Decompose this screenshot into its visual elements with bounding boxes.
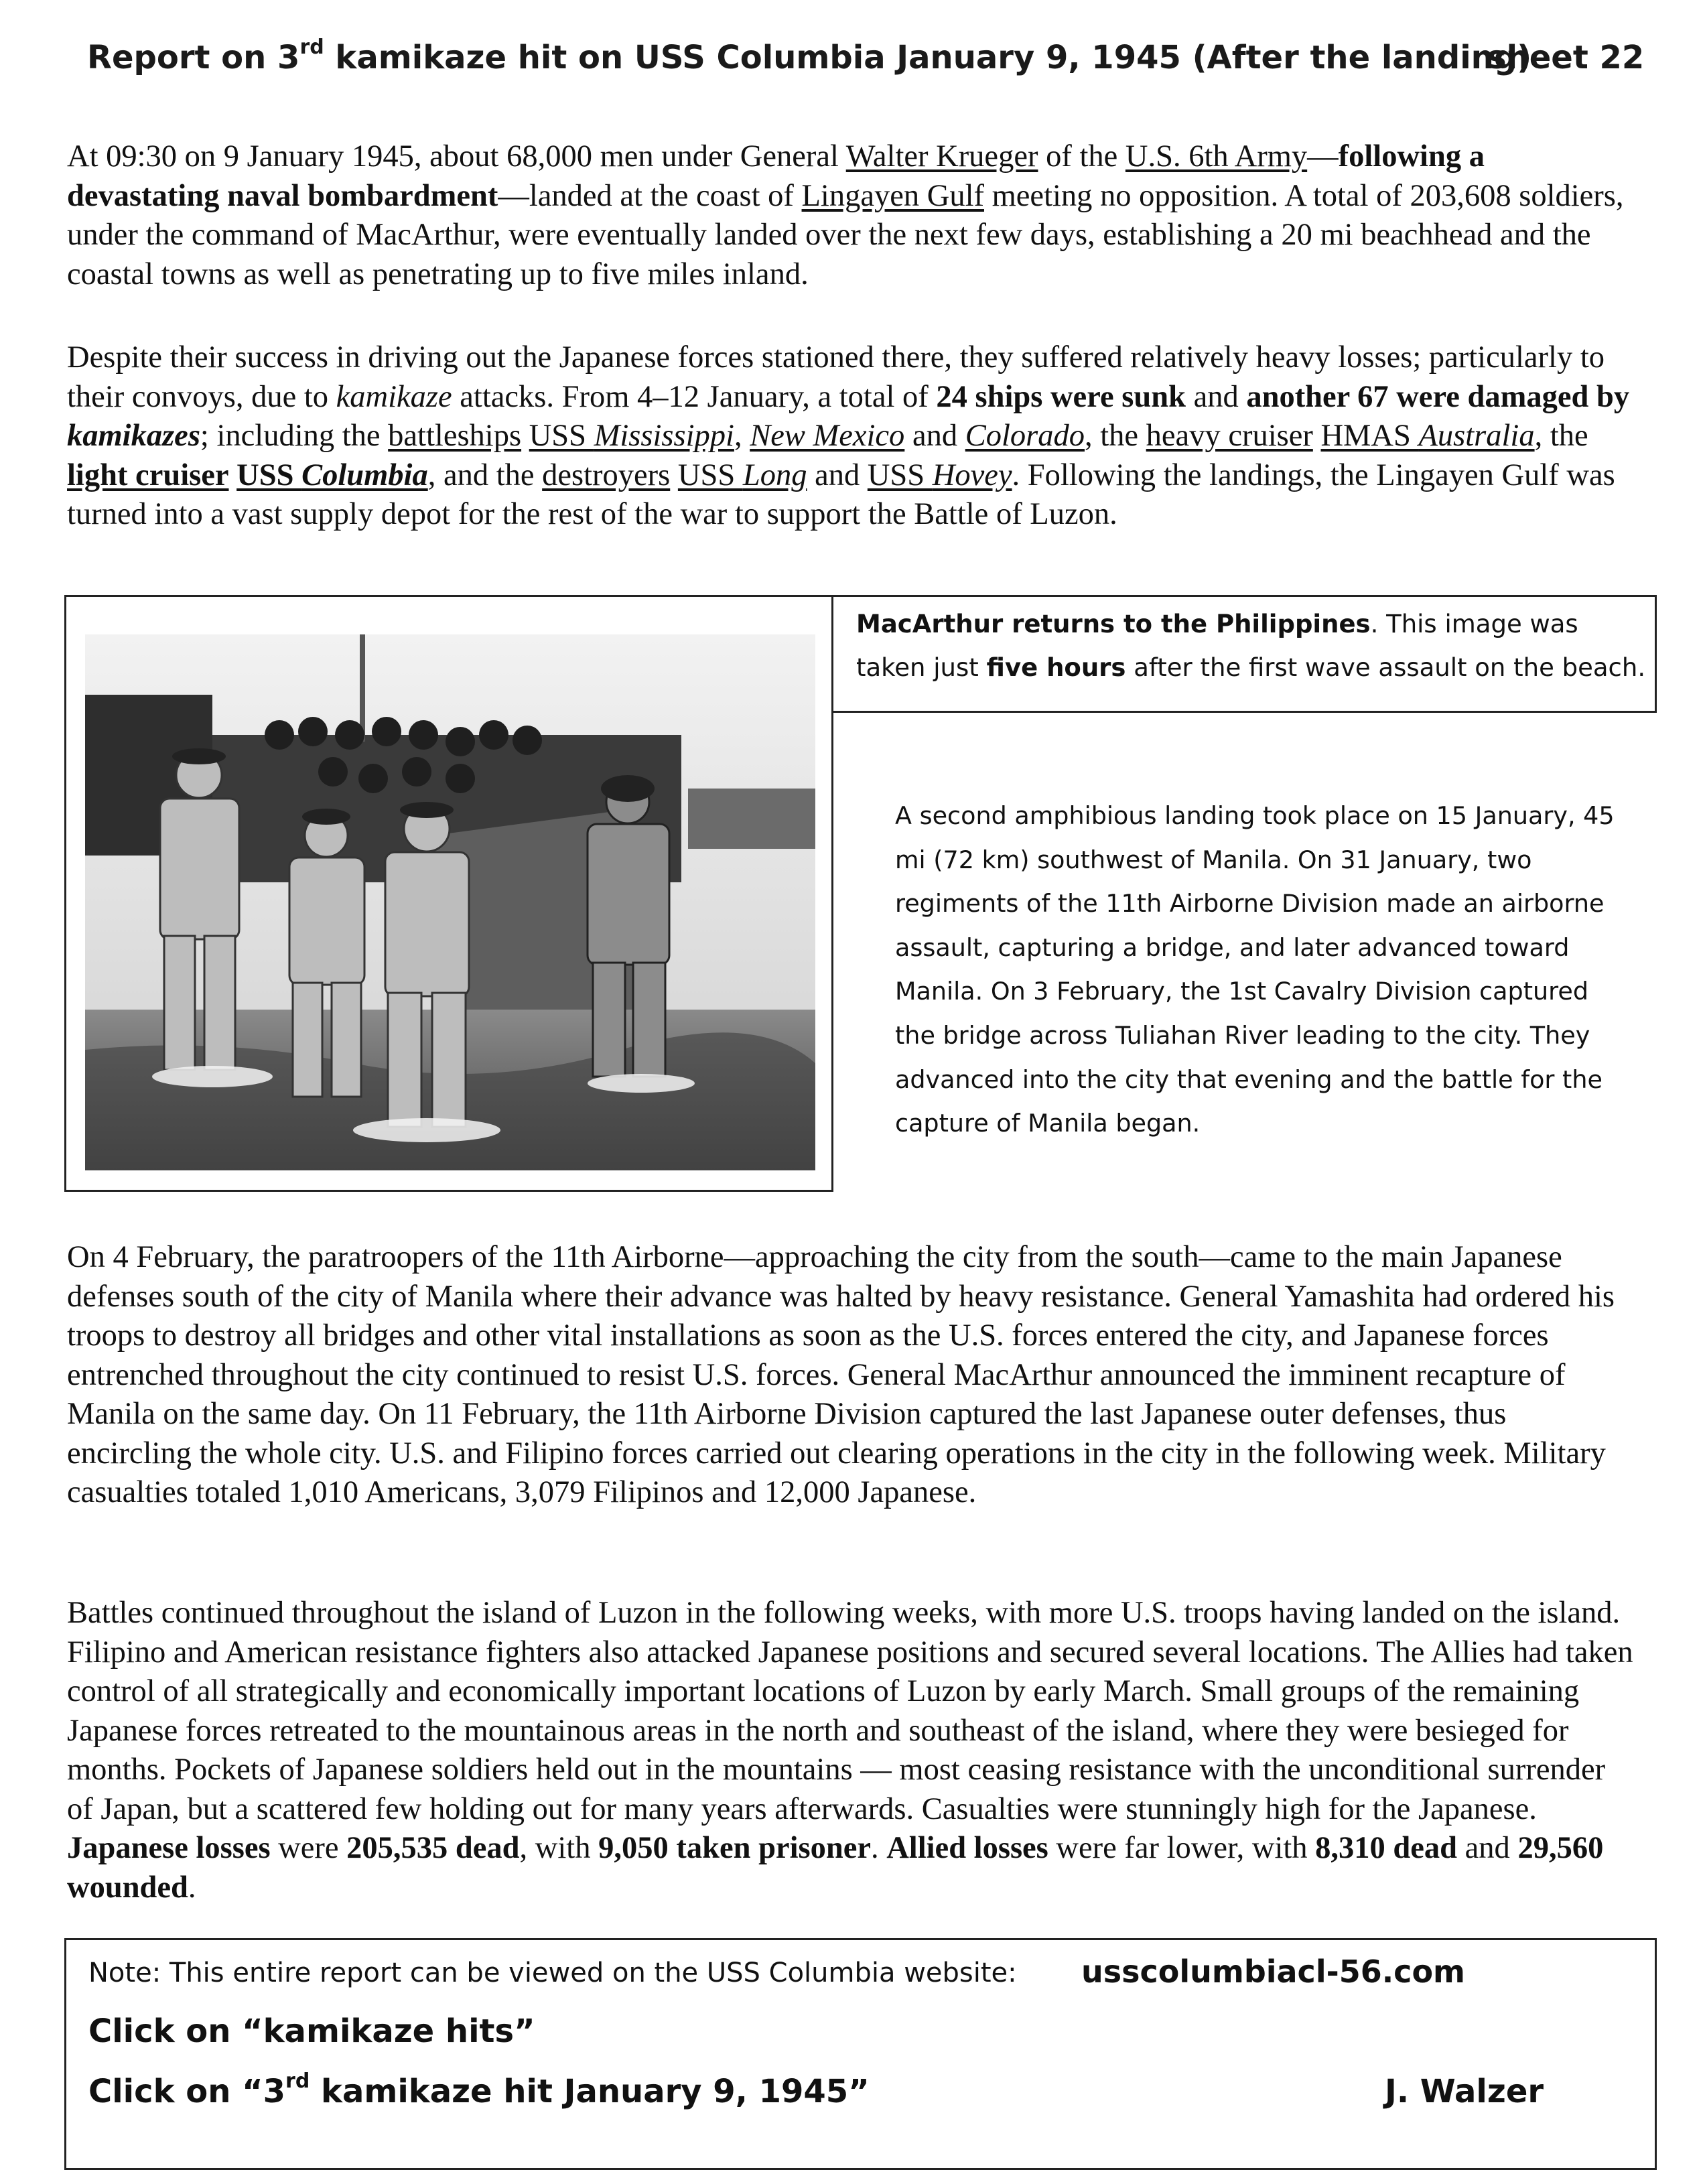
paragraph-manila-battle: On 4 February, the paratroopers of the 11th Airborne—approaching the city from the south—came to the main Japanese defenses south of the city of Manila where their advance was halted by heavy resistance. General Yamashita had ordered his troops to destroy all bridges and other vital installations as soon as the U.S. forces entered the city, and Japanese forces entrenched throughout the city continued to resist U.S. forces. General MacArthur announced the imminent recapture of Manila on the same day. On 11 February, the 11th Airborne Division captured the last Japanese outer defenses, thus encircling the whole city. U.S. and Filipino forces carried out clearing operations in the city in the following week. Military casualties totaled 1,010 Americans, 3,079 Filipinos and 12,000 Japanese. [67, 1240, 1615, 1509]
macarthur-landing-photo [85, 634, 815, 1170]
paragraph-kamikaze-losses: Despite their success in driving out the Japanese forces stationed there, they suffered relatively heavy losses; particularly to their convoys, due to kamikaze attacks. From 4–12 January, a total of 24 ships were sunk and another 67 were damaged by kamikazes; including the battleships USS Mississippi, New Mexico and Colorado, the heavy cruiser HMAS Australia, the light cruiser USS Columbia, and the destroyers USS Long and USS Hovey. Following the landings, the Lingayen Gulf was turned into a vast supply depot for the rest of the war to support the Battle of Luzon. [67, 340, 1630, 531]
link-us-6th-army[interactable]: U.S. 6th Army [1125, 139, 1308, 174]
note-text: Note: This entire report can be viewed on the USS Columbia website: [88, 1958, 1017, 1988]
second-landing-text: A second amphibious landing took place on 15 January, 45 mi (72 km) southwest of Manila. On 31 January, two regiments of the 11th Airborne Division made an airborne assault, capturing a bridge, and later advanced toward Manila. On 3 February, the 1st Cavalry Division captured the bridge across Tuliahan River leading to the city. They advanced into the city that evening and the battle for the capture of Manila began. [895, 801, 1615, 1138]
photo-caption: MacArthur returns to the Philippines. This image was taken just five hours after the first wave assault on the beach. [833, 595, 1657, 713]
link-new-mexico[interactable]: New Mexico [750, 419, 905, 453]
instruction-third-hit: Click on “3rd kamikaze hit January 9, 1945” [88, 2069, 870, 2110]
link-light-cruiser[interactable]: light cruiser [67, 458, 229, 492]
link-battleships[interactable]: battleships [388, 419, 522, 453]
report-title: Report on 3rd kamikaze hit on USS Columbia January 9, 1945 (After the landing) [87, 36, 1532, 76]
paragraph-landing: At 09:30 on 9 January 1945, about 68,000 men under General Walter Krueger of the U.S. 6th Army—following a devastating naval bombardment—landed at the coast of Lingayen Gulf meeting no opposition. A total of 203,608 soldiers, under the command of MacArthur, were eventually landed over the next few days, establishing a 20 mi beachhead and the coastal towns as well as penetrating up to five miles inland. [67, 139, 1624, 291]
sheet-number: sheet 22 [1487, 39, 1645, 76]
link-hmas-australia[interactable]: HMAS Australia [1320, 419, 1535, 453]
note-box [64, 1938, 1657, 2170]
link-destroyers[interactable]: destroyers [542, 458, 671, 492]
link-uss-hovey[interactable]: USS Hovey [867, 458, 1012, 492]
author-name: J. Walzer [1385, 2073, 1544, 2110]
link-uss-mississippi[interactable]: USS Mississippi [529, 419, 734, 453]
photo-frame [64, 595, 833, 1192]
paragraph-luzon-casualties: Battles continued throughout the island of Luzon in the following weeks, with more U.S. troops having landed on the island. Filipino and American resistance fighters also attacked Japanese positions and secured several locations. The Allies had taken control of all strategically and economically important locations of Luzon by early March. Small groups of the remaining Japanese forces retreated to the mountainous areas in the north and southeast of the island, where they were besieged for months. Pockets of Japanese soldiers held out in the mountains — most ceasing resistance with the unconditional surrender of Japan, but a scattered few holding out for many years afterwards. Casualties were stunningly high for the Japanese. Japanese losses were 205,535 dead, with 9,050 taken prisoner. Allied losses were far lower, with 8,310 dead and 29,560 wounded. [67, 1596, 1633, 1905]
link-uss-long[interactable]: USS Long [677, 458, 807, 492]
instruction-kamikaze-hits: Click on “kamikaze hits” [88, 2012, 535, 2050]
link-uss-columbia[interactable]: USS Columbia [236, 458, 428, 492]
link-walter-krueger[interactable]: Walter Krueger [845, 139, 1038, 174]
report-header [87, 36, 1645, 92]
link-lingayen-gulf[interactable]: Lingayen Gulf [801, 178, 984, 213]
website-link[interactable]: usscolumbiacl-56.com [1081, 1954, 1465, 1990]
link-colorado[interactable]: Colorado [965, 419, 1085, 453]
link-heavy-cruiser[interactable]: heavy cruiser [1146, 419, 1313, 453]
